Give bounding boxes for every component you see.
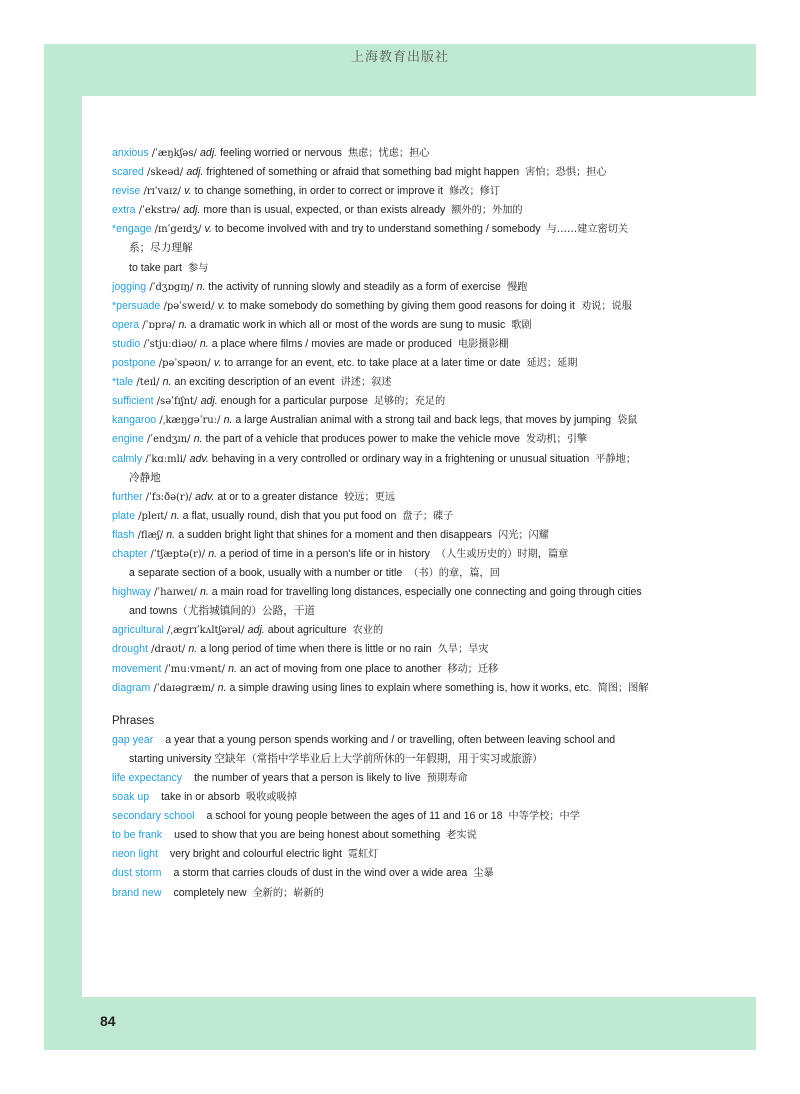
part-of-speech: n. <box>162 376 172 389</box>
definition: the part of a vehicle that produces power to make the vehicle move <box>202 433 520 446</box>
continuation-line <box>112 750 687 769</box>
vocab-entry <box>112 450 687 469</box>
vocab-entry <box>112 430 687 449</box>
chinese-gloss: 简图；图解 <box>597 682 649 694</box>
vocab-entry <box>112 640 687 659</box>
headword: engine <box>112 433 144 446</box>
headword: chapter <box>112 547 148 560</box>
headword: *persuade <box>112 299 161 312</box>
headword: plate <box>112 509 135 522</box>
phonetic: /pəˈspəʊn/ <box>155 358 214 370</box>
phonetic: /ˈæŋkʃəs/ <box>148 148 201 159</box>
phonetic: /draʊt/ <box>147 644 189 656</box>
headword: revise <box>112 185 141 198</box>
chinese-gloss: 全新的；崭新的 <box>252 887 324 899</box>
headword: opera <box>112 318 140 331</box>
headword: postpone <box>112 357 156 370</box>
definition: a period of time in a person's life or in history <box>217 547 430 560</box>
phonetic: /ˌkæŋgəˈruː/ <box>156 415 224 427</box>
page-number: 84 <box>100 1013 116 1029</box>
vocab-entry <box>112 583 687 602</box>
part-of-speech: n. <box>223 414 233 427</box>
sub-definition: a separate section of a book, usually with a number or title <box>129 567 403 580</box>
part-of-speech: n. <box>199 337 209 350</box>
part-of-speech: adv. <box>195 490 215 503</box>
vocab-entry <box>112 144 687 163</box>
definition: a sudden bright light that shines for a moment and then disappears <box>175 528 492 541</box>
phrase-term: brand new <box>112 886 162 899</box>
continuation-text: 系；尽力理解 <box>129 242 193 255</box>
chinese-gloss: 移动；迁移 <box>447 663 499 675</box>
phonetic: /ˈɒprə/ <box>139 319 179 331</box>
part-of-speech: adj. <box>247 624 265 637</box>
chinese-gloss: 闪光；闪耀 <box>497 529 549 541</box>
chinese-gloss: 歌剧 <box>511 319 532 331</box>
part-of-speech: n. <box>178 318 188 331</box>
chinese-gloss: 久旱；旱灾 <box>437 644 489 656</box>
phrase-entry <box>112 731 687 750</box>
sub-sense <box>112 564 687 583</box>
vocab-entry <box>112 526 687 545</box>
definition: a simple drawing using lines to explain where something is, how it works, etc. <box>226 681 592 694</box>
phrase-definition: completely new <box>173 886 247 899</box>
chinese-gloss: 盘子；碟子 <box>402 510 454 522</box>
chinese-gloss: 修改；修订 <box>449 186 501 198</box>
vocab-entry <box>112 278 687 297</box>
phrase-entry <box>112 807 687 826</box>
definition: an act of moving from one place to another <box>236 662 442 675</box>
word-entries <box>112 144 687 698</box>
definition: enough for a particular purpose <box>217 395 368 408</box>
definition: the activity of running slowly and steadily as a form of exercise <box>205 280 501 293</box>
vocab-entry <box>112 411 687 430</box>
phrase-entries <box>112 731 687 903</box>
part-of-speech: n. <box>228 662 237 675</box>
headword: calmly <box>112 452 143 465</box>
phrase-definition: a school for young people between the ages of 11 and 16 or 18 <box>206 810 503 823</box>
continuation-line <box>112 602 687 621</box>
part-of-speech: n. <box>208 547 218 560</box>
phonetic: /flæʃ/ <box>134 529 167 541</box>
chinese-gloss: 与……建立密切关 <box>546 224 629 236</box>
phrases-heading: Phrases <box>112 714 155 727</box>
phonetic: /ˈdʒɒgɪŋ/ <box>146 281 197 293</box>
vocab-entry <box>112 316 687 335</box>
vocab-entry <box>112 297 687 316</box>
vocab-entry <box>112 220 687 239</box>
chinese-gloss: 霓虹灯 <box>347 849 379 861</box>
phonetic: /skeəd/ <box>143 167 187 179</box>
phonetic: /pəˈsweɪd/ <box>160 300 218 312</box>
part-of-speech: v. <box>213 357 222 370</box>
phonetic: /rɪˈvaɪz/ <box>140 186 185 198</box>
phrase-term: to be frank <box>112 829 163 842</box>
phonetic: /ˈdaɪəgræm/ <box>150 682 218 694</box>
vocabulary-list <box>112 144 687 903</box>
continuation-line <box>112 469 687 488</box>
phrase-term: soak up <box>112 791 150 804</box>
vocab-entry <box>112 679 687 698</box>
headword: highway <box>112 586 151 599</box>
part-of-speech: adj. <box>183 204 201 217</box>
definition: feeling worried or nervous <box>217 147 342 159</box>
phrase-term: life expectancy <box>112 772 183 784</box>
sub-sense <box>112 259 687 278</box>
headword: *engage <box>112 223 152 236</box>
phonetic: /ˈtʃæptə(r)/ <box>147 548 209 560</box>
part-of-speech: n. <box>217 681 227 694</box>
headword: *tale <box>112 376 134 389</box>
phrase-definition: take in or absorb <box>161 791 241 804</box>
chinese-gloss: 电影摄影棚 <box>457 338 509 350</box>
vocab-entry <box>112 354 687 373</box>
phrase-entry <box>112 769 687 788</box>
definition: behaving in a very controlled or ordinary way in a frightening or unusual situation <box>208 452 590 465</box>
headword: agricultural <box>112 624 164 637</box>
headword: diagram <box>112 681 151 694</box>
definition: frightened of something or afraid that something bad might happen <box>203 166 520 179</box>
part-of-speech: adj. <box>200 147 218 159</box>
chinese-gloss: 预期寿命 <box>426 773 468 784</box>
definition: an exciting description of an event <box>171 376 335 389</box>
part-of-speech: v. <box>204 223 212 236</box>
vocab-entry <box>112 201 687 220</box>
phrase-term: neon light <box>112 848 158 861</box>
part-of-speech: v. <box>184 185 192 198</box>
vocab-entry <box>112 163 687 182</box>
vocab-entry <box>112 373 687 392</box>
headword: kangaroo <box>112 414 157 427</box>
chinese-gloss: 较远；更远 <box>344 491 396 503</box>
phonetic: /ɪnˈgeɪdʒ/ <box>151 224 205 236</box>
chinese-gloss: （人生或历史的）时期，篇章 <box>435 548 569 560</box>
phonetic: /ˈkɑːmli/ <box>142 453 190 465</box>
chinese-gloss: 吸收或吸掉 <box>246 792 297 804</box>
continuation-text: and towns（尤指城镇间的）公路，干道 <box>129 605 316 618</box>
headword: drought <box>112 643 148 656</box>
publisher-header: 上海教育出版社 <box>350 50 449 65</box>
phrase-entry <box>112 826 687 845</box>
phrase-definition: a year that a young person spends working and / or travelling, often between leaving school and <box>165 733 616 746</box>
part-of-speech: n. <box>166 528 176 541</box>
chinese-gloss: 尘暴 <box>473 868 494 880</box>
chinese-gloss: 袋鼠 <box>617 415 638 427</box>
definition: a dramatic work in which all or most of the words are sung to music <box>187 318 506 331</box>
definition: a main road for travelling long distances, especially one connecting and going through cities <box>208 586 642 599</box>
part-of-speech: v. <box>217 299 226 312</box>
phrase-term: secondary school <box>112 810 195 823</box>
chinese-gloss: 延迟；延期 <box>526 358 578 370</box>
phrase-entry <box>112 864 687 883</box>
chinese-gloss: 中等学校；中学 <box>508 811 580 823</box>
definition: at or to a greater distance <box>214 490 339 503</box>
headword: further <box>112 490 143 503</box>
headword: movement <box>112 662 162 675</box>
vocab-entry <box>112 182 687 201</box>
definition: to arrange for an event, etc. to take place at a later time or date <box>221 357 521 370</box>
part-of-speech: n. <box>193 433 203 446</box>
phonetic: /ˈfɜːðə(r)/ <box>142 491 196 503</box>
definition: a large Australian animal with a strong tail and back legs, that moves by jumping <box>232 414 612 427</box>
vocab-entry <box>112 488 687 507</box>
part-of-speech: adj. <box>186 166 204 179</box>
headword: flash <box>112 528 135 541</box>
continuation-text: starting university 空缺年（常指中学毕业后上大学前所休的一年假期，用于实习或旅游） <box>129 752 543 765</box>
vocab-entry <box>112 545 687 564</box>
phrase-definition: a storm that carries clouds of dust in the wind over a wide area <box>173 867 468 880</box>
phonetic: /ˌægrɪˈkʌltʃərəl/ <box>163 625 248 637</box>
continuation-text: 冷静地 <box>129 471 161 484</box>
phrase-definition: very bright and colourful electric light <box>169 848 342 861</box>
chinese-gloss: 足够的；充足的 <box>373 396 446 408</box>
vocab-entry <box>112 507 687 526</box>
definition: a flat, usually round, dish that you put food on <box>179 509 397 522</box>
definition: a long period of time when there is little or no rain <box>197 643 432 656</box>
phrase-entry <box>112 788 687 807</box>
headword: jogging <box>112 280 147 293</box>
chinese-gloss: （书）的章，篇，回 <box>408 568 500 580</box>
chinese-gloss: 平静地； <box>595 453 637 465</box>
definition: a place where films / movies are made or produced <box>208 337 452 350</box>
chinese-gloss: 讲述；叙述 <box>340 377 392 389</box>
phrase-definition: used to show that you are being honest about something <box>174 829 441 842</box>
vocab-entry <box>112 335 687 354</box>
phrase-entry <box>112 884 687 903</box>
chinese-gloss: 额外的；外加的 <box>451 205 523 217</box>
part-of-speech: adj. <box>200 395 218 408</box>
phonetic: /səˈfɪʃnt/ <box>153 396 201 408</box>
headword: studio <box>112 337 141 350</box>
phonetic: /ˈekstrə/ <box>135 205 184 217</box>
sub-definition: to take part <box>129 261 182 274</box>
phonetic: /ˈendʒɪn/ <box>143 434 194 446</box>
continuation-line <box>112 239 687 258</box>
part-of-speech: adv. <box>189 452 209 465</box>
vocab-entry <box>112 660 687 679</box>
definition: more than is usual, expected, or than exists already <box>200 204 446 217</box>
headword: extra <box>112 204 136 217</box>
phonetic: /ˈstjuːdiəʊ/ <box>140 338 200 350</box>
chinese-gloss: 害怕；恐惧；担心 <box>525 167 607 179</box>
phrase-entry <box>112 845 687 864</box>
headword: scared <box>112 166 144 179</box>
phrase-definition: the number of years that a person is likely to live <box>194 772 421 784</box>
vocab-entry <box>112 621 687 640</box>
phonetic: /ˈmuːvmənt/ <box>161 663 229 675</box>
definition: to make somebody do something by giving them good reasons for doing it <box>225 299 575 312</box>
chinese-gloss: 农业的 <box>352 625 384 637</box>
chinese-gloss: 慢跑 <box>506 281 528 293</box>
headword: anxious <box>112 147 149 159</box>
phonetic: /ˈhaɪweɪ/ <box>150 587 200 599</box>
headword: sufficient <box>112 395 154 408</box>
phrase-term: dust storm <box>112 867 162 880</box>
chinese-gloss: 劝说；说服 <box>580 300 632 312</box>
chinese-gloss: 发动机；引擎 <box>525 434 588 446</box>
part-of-speech: n. <box>200 586 209 599</box>
chinese-gloss: 参与 <box>188 262 209 274</box>
part-of-speech: n. <box>196 280 206 293</box>
definition: to become involved with and try to understand something / somebody <box>212 223 541 236</box>
vocab-entry <box>112 392 687 411</box>
definition: about agriculture <box>264 624 347 637</box>
definition: to change something, in order to correct or improve it <box>191 185 444 198</box>
part-of-speech: n. <box>188 643 198 656</box>
part-of-speech: n. <box>170 509 180 522</box>
phonetic: /teɪl/ <box>133 377 163 389</box>
chinese-gloss: 焦虑；忧虑；担心 <box>347 148 430 159</box>
phonetic: /pleɪt/ <box>134 510 171 522</box>
chinese-gloss: 老实说 <box>446 830 477 842</box>
phrase-term: gap year <box>112 733 154 746</box>
